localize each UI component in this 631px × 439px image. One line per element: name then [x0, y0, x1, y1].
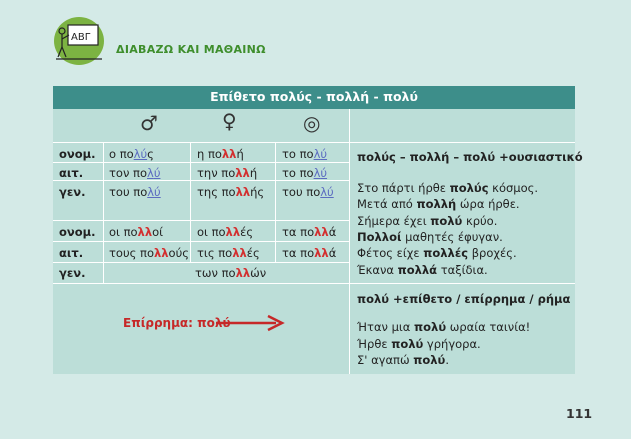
table-title: Επίθετο πολύς - πολλή - πολύ [210, 89, 418, 104]
example-sentence: Ήταν μια πολύ ωραία ταινία! [357, 320, 531, 334]
grid-line [53, 142, 575, 143]
example-sentence: Στο πάρτι ήρθε πολύς κόσμος. [357, 181, 539, 195]
case-label: ονομ. [59, 225, 96, 239]
male-symbol-icon: ♂ [140, 111, 158, 135]
neuter-symbol-icon: ◎ [303, 111, 321, 135]
table-cell: του πολύ [282, 185, 334, 199]
table-cell: την πολλή [197, 166, 258, 180]
grid-line [190, 142, 191, 262]
example-sentence: Πολλοί μαθητές έφυγαν. [357, 230, 503, 244]
table-cell: τα πολλά [282, 225, 337, 239]
table-cell: οι πολλοί [109, 225, 164, 239]
page-number: 111 [566, 406, 593, 421]
reading-board-icon [54, 17, 104, 65]
section-title: ΔΙΑΒΑΖΩ ΚΑΙ ΜΑΘΑΙΝΩ [116, 43, 266, 56]
example-sentence: Φέτος είχε πολλές βροχές. [357, 246, 517, 260]
adverb-label: Επίρρημα: πολύ [123, 316, 231, 330]
grid-line [349, 109, 350, 374]
table-cell: τις πολλές [197, 246, 260, 260]
example-sentence: Σήμερα έχει πολύ κρύο. [357, 214, 498, 228]
table-cell: του πολύ [109, 185, 161, 199]
icon-letters: ΑΒΓ [71, 32, 91, 43]
grid-line [53, 180, 349, 181]
table-cell: των πολλών [195, 266, 267, 280]
table-cell: το πολύ [282, 147, 328, 161]
table-cell: τους πολλούς [109, 246, 189, 260]
table-cell: τα πολλά [282, 246, 337, 260]
table-cell: τον πολύ [109, 166, 161, 180]
example-sentence: Έκανα πολλά ταξίδια. [357, 263, 488, 277]
grid-line [53, 262, 349, 263]
table-cell: ο πολύς [109, 147, 154, 161]
case-label: αιτ. [59, 166, 84, 180]
case-label: αιτ. [59, 246, 84, 260]
table-cell: οι πολλές [197, 225, 254, 239]
female-symbol-icon: ♀ [222, 109, 237, 133]
usage-heading-noun: πολύς – πολλή – πολύ +ουσιαστικό [357, 150, 583, 164]
example-sentence: Ήρθε πολύ γρήγορα. [357, 337, 481, 351]
case-label: γεν. [59, 185, 86, 199]
grid-line [53, 241, 349, 242]
example-sentence: Σ' αγαπώ πολύ. [357, 353, 449, 367]
example-sentence: Μετά από πολλή ώρα ήρθε. [357, 197, 520, 211]
grid-line [103, 142, 104, 283]
grid-line [275, 142, 276, 262]
grid-line [53, 162, 349, 163]
case-label: ονομ. [59, 147, 96, 161]
usage-heading-adverb: πολύ +επίθετο / επίρρημα / ρήμα [357, 292, 571, 306]
table-cell: το πολύ [282, 166, 328, 180]
grid-line [53, 283, 575, 284]
grid-line [53, 220, 349, 221]
table-cell: της πολλής [197, 185, 265, 199]
table-cell: η πολλή [197, 147, 244, 161]
table-title-bar [53, 86, 575, 109]
case-label: γεν. [59, 266, 86, 280]
arrow-right-icon [214, 314, 286, 332]
